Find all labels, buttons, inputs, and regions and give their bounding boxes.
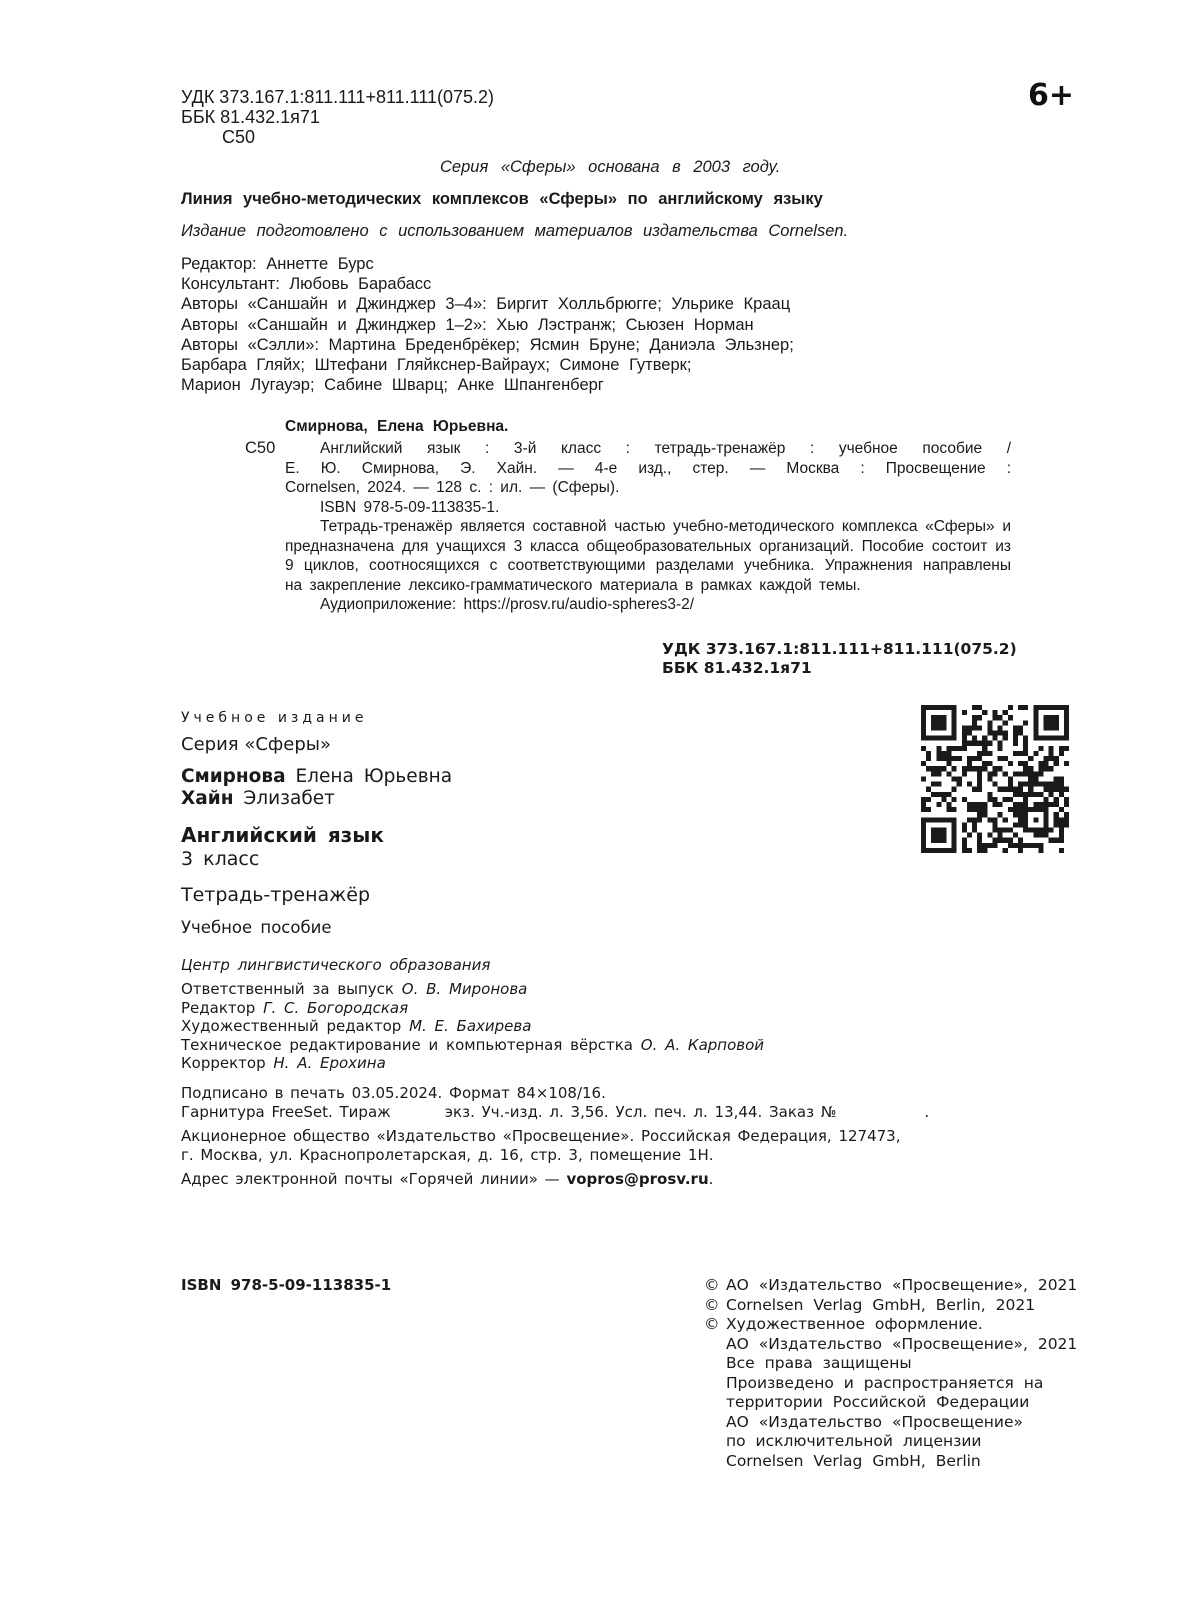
book-title: Английский язык xyxy=(181,823,384,847)
copyright-line xyxy=(704,1276,1077,1296)
qr-code-icon xyxy=(921,705,1069,853)
staff-person: Н. А. Ерохина xyxy=(273,1054,386,1072)
copyright-text: по исключительной лицензии xyxy=(726,1432,982,1450)
copyright-line xyxy=(704,1393,1077,1413)
credits-block xyxy=(181,254,794,395)
age-rating-badge: 6+ xyxy=(1028,78,1075,113)
classification-codes xyxy=(181,87,494,147)
staff-row xyxy=(181,999,764,1018)
udk-code: УДК 373.167.1:811.111+811.111(075.2) xyxy=(181,87,495,107)
copyright-text: Cornelsen Verlag GmbH, Berlin, 2021 xyxy=(726,1295,1036,1314)
copyright-block xyxy=(704,1276,1077,1471)
print-info xyxy=(181,1084,929,1121)
copyright-text: Произведено и распространяется на xyxy=(726,1373,1044,1392)
bib-line: Английский язык : 3-й класс : тетрадь-тренажёр : учебное пособие / xyxy=(320,440,1011,457)
copyright-text: Все права защищены xyxy=(726,1354,912,1372)
copyright-line xyxy=(704,1296,1077,1316)
copyright-line xyxy=(704,1432,1077,1452)
publisher-info xyxy=(181,1127,900,1164)
staff-person: О. В. Миронова xyxy=(401,980,528,998)
hotline-label: Адрес электронной почты «Горячей линии» — xyxy=(181,1170,567,1188)
hotline-email-link[interactable]: vopros@prosv.ru xyxy=(566,1170,709,1188)
author-mark: С50 xyxy=(222,127,256,147)
staff-row xyxy=(181,1017,764,1036)
print-line: Гарнитура FreeSet. Тираж экз. Уч.-изд. л. 3,56. Усл. печ. л. 13,44. Заказ № . xyxy=(181,1102,930,1121)
credit-line: Редактор: Аннетте Бурс xyxy=(181,255,374,273)
credit-line: Консультант: Любовь Барабасс xyxy=(181,275,432,294)
staff-list xyxy=(181,980,764,1073)
copyright-line xyxy=(704,1335,1077,1355)
credit-line: Авторы «Сэлли»: Мартина Бреденбрёкер; Ясмин Бруне; Даниэла Эльзнер; xyxy=(181,335,794,354)
copyright-line xyxy=(704,1354,1077,1374)
staff-role: Корректор xyxy=(181,1054,266,1072)
author-entry xyxy=(181,766,452,788)
card-audio: Аудиоприложение: https://prosv.ru/audio-spheres3-2/ xyxy=(320,596,695,613)
staff-role: Редактор xyxy=(181,998,256,1017)
line-title: Линия учебно-методических комплексов «Сферы» по английскому языку xyxy=(181,190,823,208)
hotline-end: . xyxy=(708,1170,714,1188)
card-udk: УДК 373.167.1:811.111+811.111(075.2) xyxy=(662,640,1017,658)
author-surname: Хайн xyxy=(181,788,234,809)
credit-line: Барбара Гляйх; Штефани Гляйкснер-Вайраух; Симоне Гутверк; xyxy=(181,356,692,375)
card-author: Смирнова, Елена Юрьевна. xyxy=(285,418,509,435)
book-grade: 3 класс xyxy=(181,848,260,870)
copyright-text: АО «Издательство «Просвещение», 2021 xyxy=(726,1276,1078,1294)
credit-line: Авторы «Саншайн и Джинджер 3–4»: Биргит Холльбрюгге; Ульрике Краац xyxy=(181,295,791,314)
book-kind: Учебное пособие xyxy=(181,918,332,937)
author-surname: Смирнова xyxy=(181,766,286,787)
staff-row xyxy=(181,1036,764,1055)
copyright-icon: © xyxy=(704,1276,720,1294)
staff-row xyxy=(181,980,764,999)
card-body xyxy=(285,439,1011,615)
card-bbk: ББК 81.432.1я71 xyxy=(662,659,812,677)
copyright-line xyxy=(704,1452,1077,1472)
card-code: С50 xyxy=(245,439,276,457)
credit-line: Авторы «Саншайн и Джинджер 1–2»: Хью Лэстранж; Сьюзен Норман xyxy=(181,315,754,334)
copyright-line xyxy=(704,1413,1077,1433)
copyright-line xyxy=(704,1315,1077,1335)
bib-line: Е. Ю. Смирнова, Э. Хайн. — 4-е изд., стер. — Москва : Просвещение : xyxy=(285,459,1011,477)
author-name: Елена Юрьевна xyxy=(295,766,453,787)
copyright-text: Cornelsen Verlag GmbH, Berlin xyxy=(726,1451,981,1470)
book-type: Тетрадь-тренажёр xyxy=(181,884,371,906)
copyright-text: территории Российской Федерации xyxy=(726,1393,1030,1411)
staff-role: Техническое редактирование и компьютерная вёрстка xyxy=(181,1035,633,1054)
staff-person: Г. С. Богородская xyxy=(263,998,409,1017)
print-line: Подписано в печать 03.05.2024. Формат 84×108/16. xyxy=(181,1084,606,1102)
isbn-bottom: ISBN 978-5-09-113835-1 xyxy=(181,1276,392,1294)
copyright-text: АО «Издательство «Просвещение» xyxy=(726,1412,1023,1431)
imprint-series: Серия «Сферы» xyxy=(181,734,332,755)
center-name: Центр лингвистического образования xyxy=(181,956,491,974)
hotline-info xyxy=(181,1170,713,1188)
staff-row xyxy=(181,1054,764,1073)
series-founded-note: Серия «Сферы» основана в 2003 году. xyxy=(440,158,781,176)
author-name: Элизабет xyxy=(243,788,335,809)
copyright-line xyxy=(704,1374,1077,1394)
staff-person: О. А. Карповой xyxy=(640,1035,765,1054)
credit-line: Марион Лугауэр; Сабине Шварц; Анке Шпангенберг xyxy=(181,376,604,395)
card-classification xyxy=(662,640,1017,678)
copyright-icon: © xyxy=(704,1315,720,1333)
author-entry xyxy=(181,788,452,810)
staff-role: Художественный редактор xyxy=(181,1017,402,1035)
publisher-line: г. Москва, ул. Краснопролетарская, д. 16, стр. 3, помещение 1Н. xyxy=(181,1145,714,1164)
copyright-icon: © xyxy=(704,1295,720,1314)
card-isbn: ISBN 978-5-09-113835-1. xyxy=(320,498,500,516)
authors-list xyxy=(181,766,452,810)
copyright-text: Художественное оформление. xyxy=(726,1315,983,1333)
publisher-line: Акционерное общество «Издательство «Просвещение». Российская Федерация, 127473, xyxy=(181,1127,901,1145)
copyright-text: АО «Издательство «Просвещение», 2021 xyxy=(726,1334,1078,1353)
staff-person: М. Е. Бахирева xyxy=(409,1017,532,1035)
bbk-code: ББК 81.432.1я71 xyxy=(181,107,320,127)
card-annotation: Тетрадь-тренажёр является составной частью учебно-методического комплекса «Сферы» и предназначена для учащихся 3 класса общеобразовательных организаций. Пособие состоит из 9 циклов, соотносящихся с соответствующими разделами учебника. Упражнения направлены на закрепление лексико-грамматического материала в рамках каждой темы. xyxy=(285,518,1011,594)
edition-type: Учебное издание xyxy=(181,710,368,726)
bib-line: Cornelsen, 2024. — 128 с. : ил. — (Сферы). xyxy=(285,479,620,496)
prepared-note: Издание подготовлено с использованием материалов издательства Cornelsen. xyxy=(181,222,849,240)
staff-role: Ответственный за выпуск xyxy=(181,980,394,998)
